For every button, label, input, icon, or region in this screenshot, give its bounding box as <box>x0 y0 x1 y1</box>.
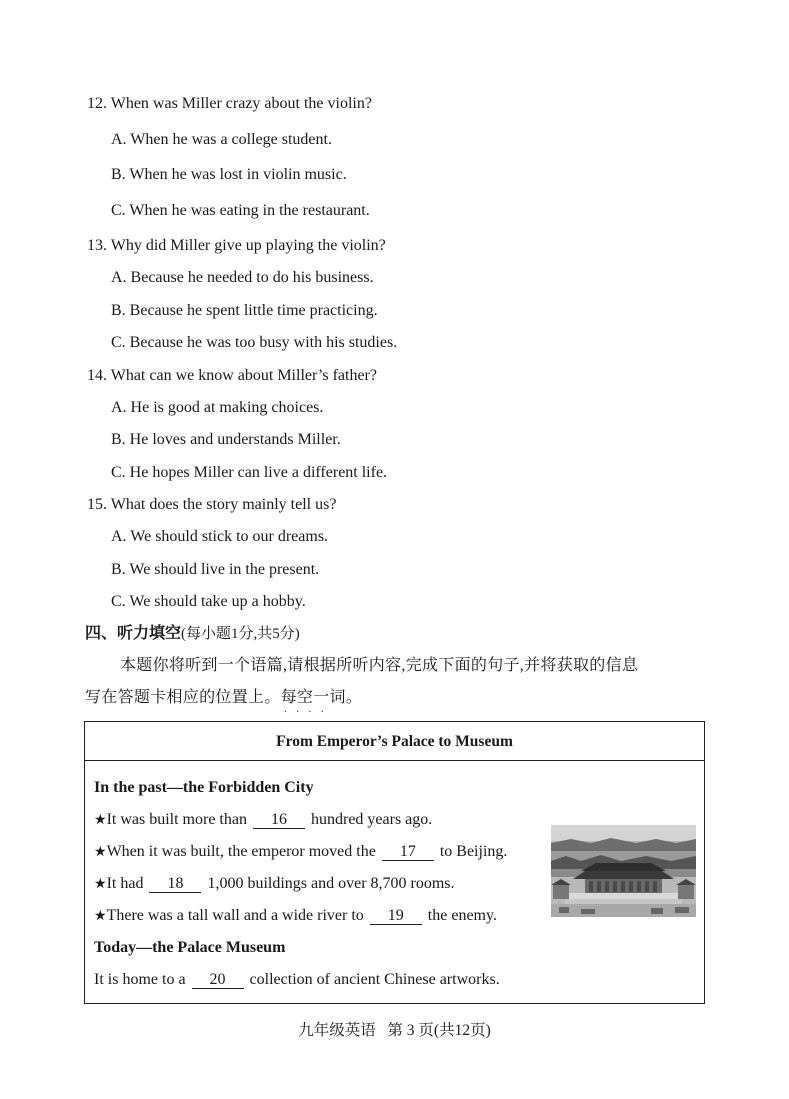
forbidden-city-photo <box>551 825 696 917</box>
table-item-3 <box>94 874 455 894</box>
instruction-line-1: 本题你将听到一个语篇,请根据所听内容,完成下面的句子,并将获取的信息 <box>120 657 639 674</box>
item-text: It was built more than <box>106 811 247 828</box>
blank-16: 16 <box>253 812 305 829</box>
today-heading: Today—the Palace Museum <box>94 939 286 956</box>
instruction-line-2 <box>85 688 363 718</box>
fill-in-table <box>84 721 705 1004</box>
star-icon: ★ <box>94 844 107 860</box>
footer-page-number: 第 3 页(共12页) <box>387 1022 491 1039</box>
blank-18: 18 <box>149 876 201 893</box>
section-heading <box>85 624 300 644</box>
item-text: the enemy. <box>427 907 497 924</box>
option-b: B. We should live in the present. <box>111 561 320 578</box>
item-text: There was a tall wall and a wide river to <box>106 907 364 924</box>
section-title: 四、听力填空 <box>85 625 182 642</box>
instruction-prefix: 写在答题卡相应的位置上。 <box>85 689 281 706</box>
item-text: collection of ancient Chinese artworks. <box>249 971 500 988</box>
item-text: to Beijing. <box>439 843 508 860</box>
table-item-4 <box>94 906 497 926</box>
question-stem: 14. What can we know about Miller’s father? <box>87 367 377 384</box>
table-item-2 <box>94 842 507 862</box>
instruction-emphasis <box>280 689 346 718</box>
emphasis-dots: ···· <box>283 707 333 718</box>
option-a: A. When he was a college student. <box>111 131 332 148</box>
star-icon: ★ <box>94 876 107 892</box>
instruction-end: 。 <box>345 689 363 706</box>
option-b: B. Because he spent little time practicing. <box>111 302 378 319</box>
option-c: C. Because he was too busy with his studies. <box>111 334 398 351</box>
option-c: C. We should take up a hobby. <box>111 593 306 610</box>
page-footer <box>0 1021 789 1041</box>
blank-19: 19 <box>370 908 422 925</box>
item-text: When it was built, the emperor moved the <box>106 843 376 860</box>
option-a: A. We should stick to our dreams. <box>111 528 329 545</box>
question-stem: 15. What does the story mainly tell us? <box>87 496 337 513</box>
star-icon: ★ <box>94 908 107 924</box>
option-a: A. He is good at making choices. <box>111 399 324 416</box>
footer-subject: 九年级英语 <box>298 1022 376 1039</box>
option-c: C. When he was eating in the restaurant. <box>111 202 370 219</box>
option-c: C. He hopes Miller can live a different life. <box>111 464 388 481</box>
option-b: B. When he was lost in violin music. <box>111 166 347 183</box>
table-item-5 <box>94 970 500 990</box>
blank-17: 17 <box>382 844 434 861</box>
option-b: B. He loves and understands Miller. <box>111 431 341 448</box>
past-heading: In the past—the Forbidden City <box>94 779 314 796</box>
table-title: From Emperor’s Palace to Museum <box>85 722 704 761</box>
question-stem: 12. When was Miller crazy about the violin? <box>87 95 372 112</box>
option-a: A. Because he needed to do his business. <box>111 269 374 286</box>
star-icon: ★ <box>94 812 107 828</box>
question-stem: 13. Why did Miller give up playing the violin? <box>87 237 386 254</box>
item-text: 1,000 buildings and over 8,700 rooms. <box>207 875 455 892</box>
table-item-1 <box>94 810 432 830</box>
blank-20: 20 <box>192 972 244 989</box>
item-text: hundred years ago. <box>310 811 433 828</box>
item-text: It had <box>106 875 144 892</box>
section-score-note: (每小题1分,共5分) <box>181 626 300 642</box>
emphasis-text: 每空一词 <box>280 689 346 706</box>
item-text: It is home to a <box>94 971 186 988</box>
